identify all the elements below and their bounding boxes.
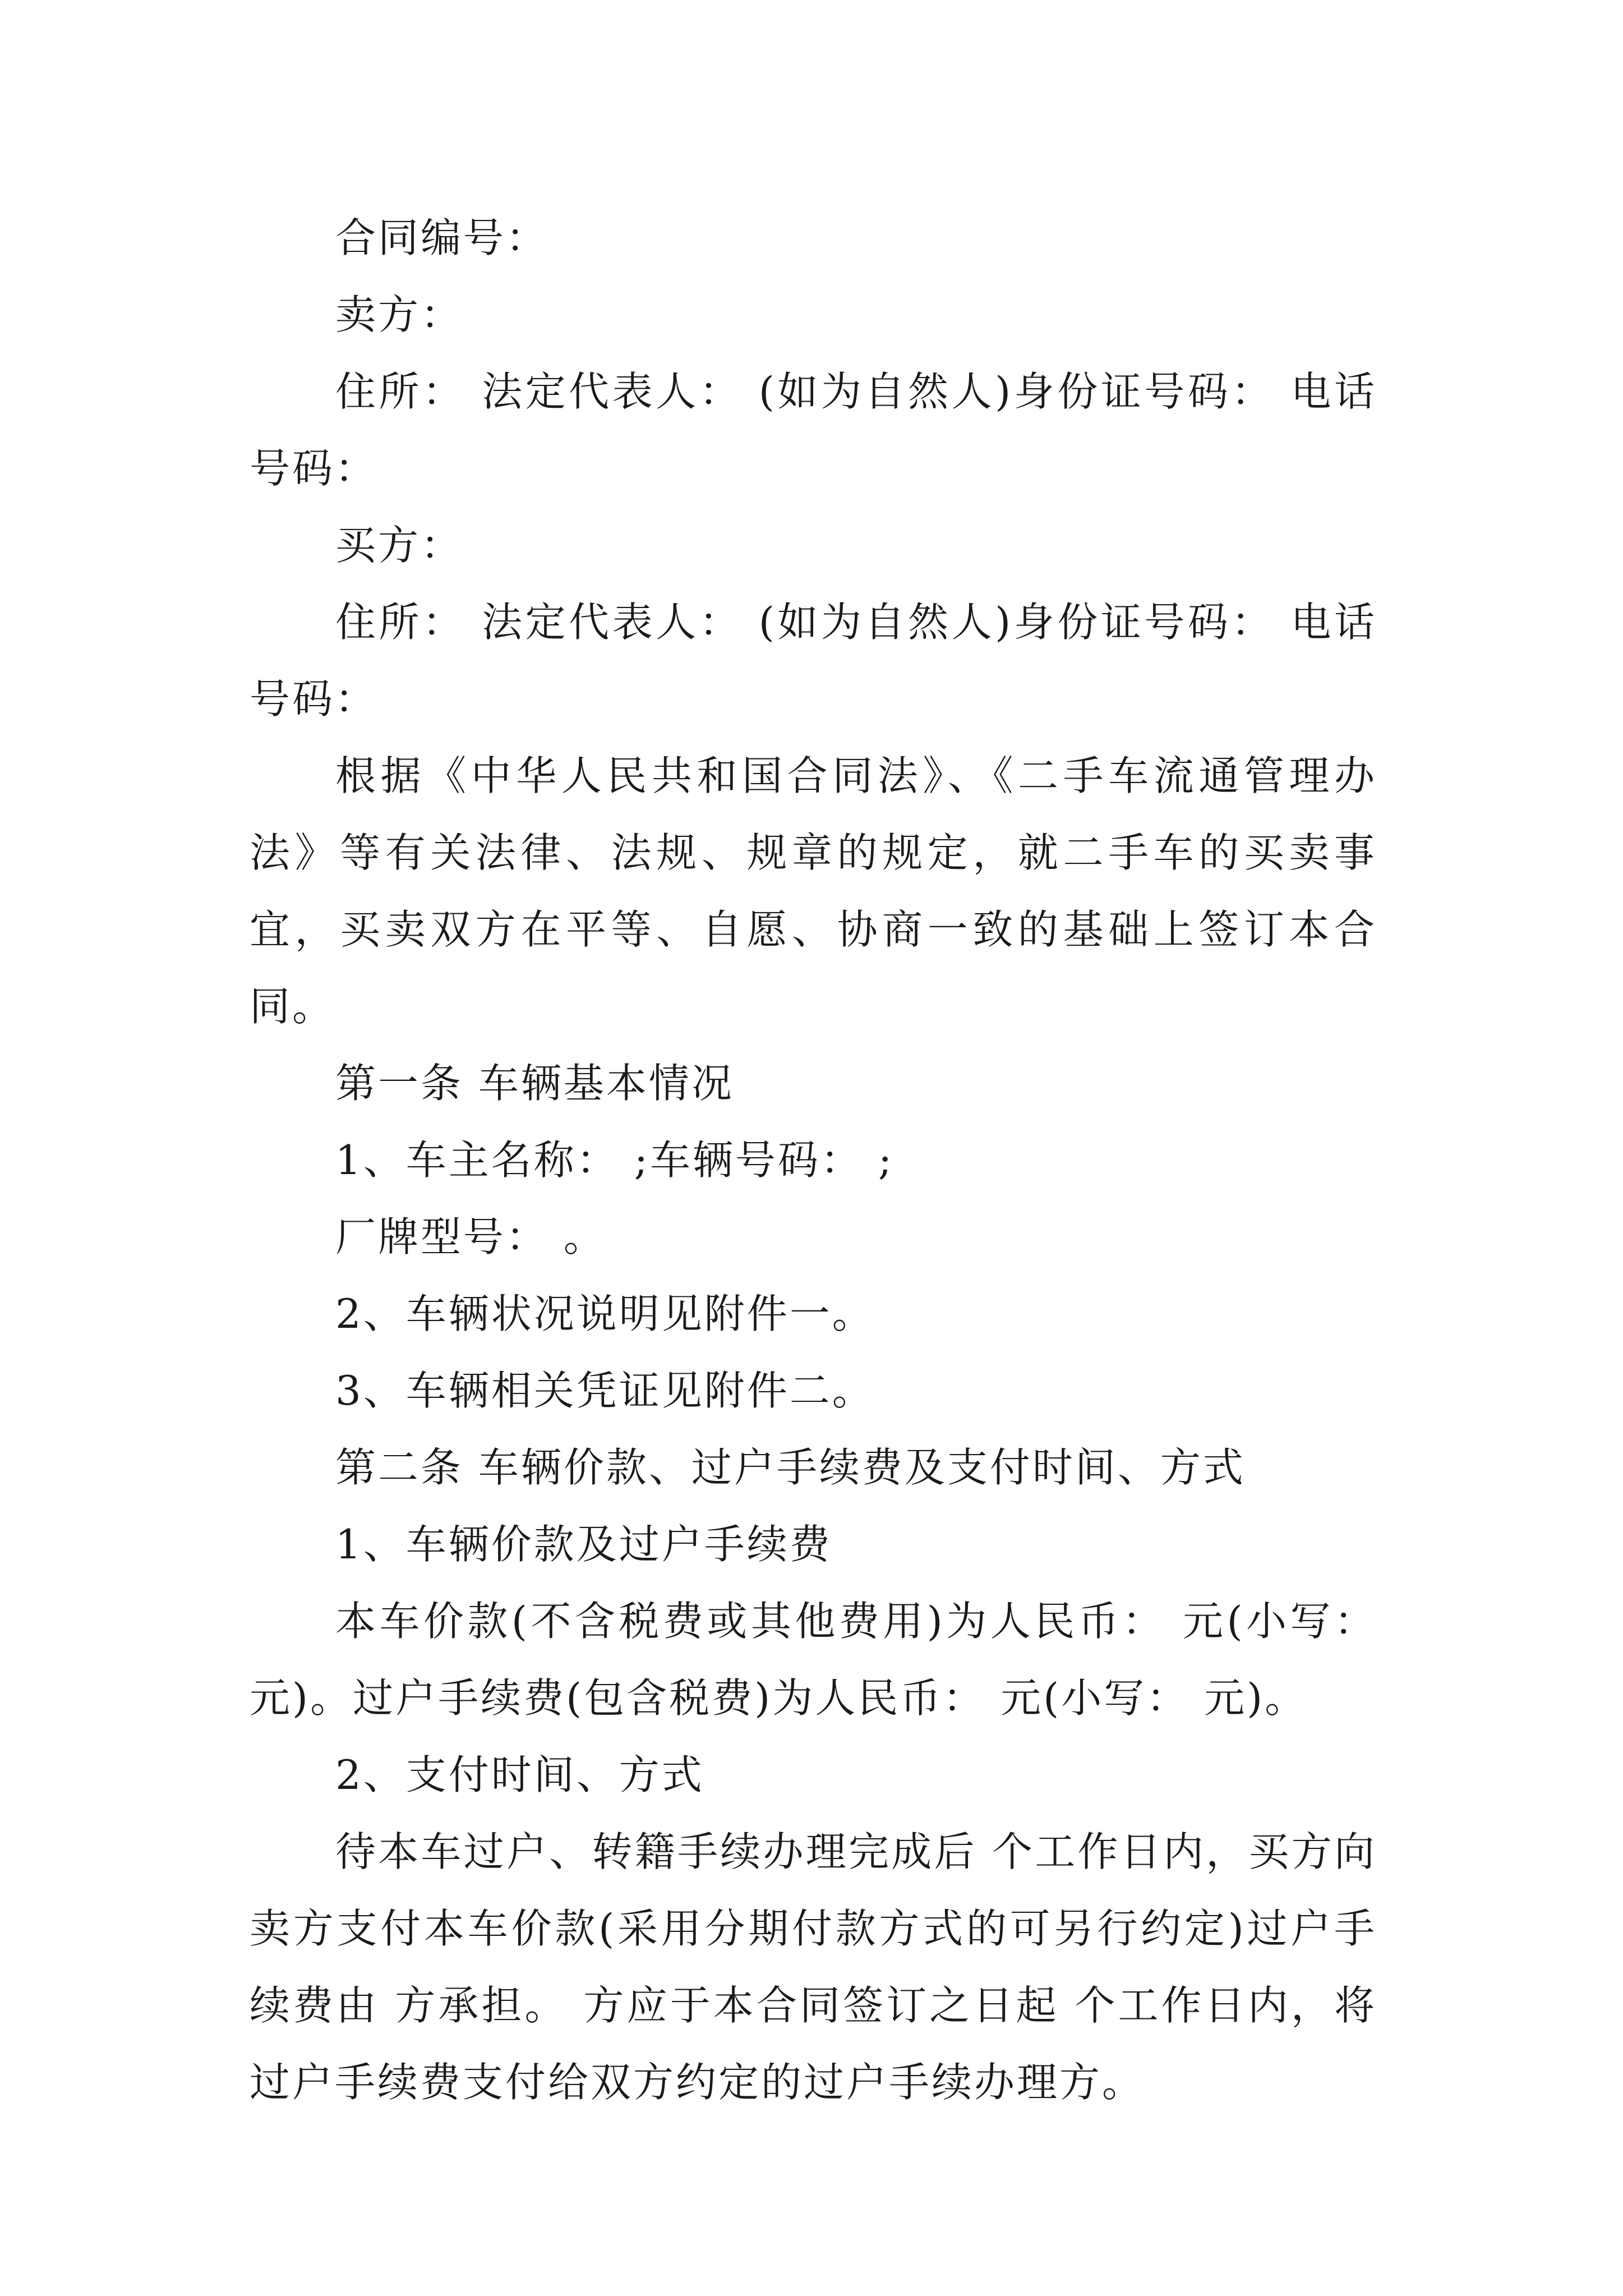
article-2-heading: 第二条 车辆价款、过户手续费及支付时间、方式 — [335, 1444, 1246, 1491]
owner-and-plate-line: 1、车主名称： ;车辆号码： ; — [335, 1137, 895, 1184]
article-1-heading: 第一条 车辆基本情况 — [335, 1060, 734, 1107]
buyer-details: 住所： 法定代表人： (如为自然人)身份证号码： 电话号码： — [250, 599, 1377, 723]
seller-line: 卖方： — [335, 291, 464, 338]
payment-paragraph: 待本车过户、转籍手续办理完成后 个工作日内，买方向卖方支付本车价款(采用分期付款方式的可另行约定)过户手续费由 方承担。 方应于本合同签订之日起 个工作日内，将过户手续费支付给双方约定的过户手续办理方。 — [250, 1828, 1377, 2106]
document-body — [250, 200, 1377, 2121]
seller-details: 住所： 法定代表人： (如为自然人)身份证号码： 电话号码： — [250, 368, 1377, 492]
preamble-paragraph: 根据《中华人民共和国合同法》、《二手车流通管理办法》等有关法律、法规、规章的规定，就二手车的买卖事宜，买卖双方在平等、自愿、协商一致的基础上签订本合同。 — [250, 752, 1377, 1030]
price-paragraph: 本车价款(不含税费或其他费用)为人民币： 元(小写：元)。过户手续费(包含税费)为人民币： 元(小写： 元)。 — [250, 1598, 1377, 1722]
vehicle-condition-line: 2、车辆状况说明见附件一。 — [335, 1290, 875, 1337]
payment-subheading: 2、支付时间、方式 — [335, 1751, 704, 1798]
buyer-line: 买方： — [335, 522, 464, 569]
contract-number-line: 合同编号： — [335, 214, 549, 261]
vehicle-documents-line: 3、车辆相关凭证见附件二。 — [335, 1367, 875, 1414]
brand-model-line: 厂牌型号： 。 — [335, 1213, 606, 1260]
price-subheading: 1、车辆价款及过户手续费 — [335, 1521, 832, 1568]
